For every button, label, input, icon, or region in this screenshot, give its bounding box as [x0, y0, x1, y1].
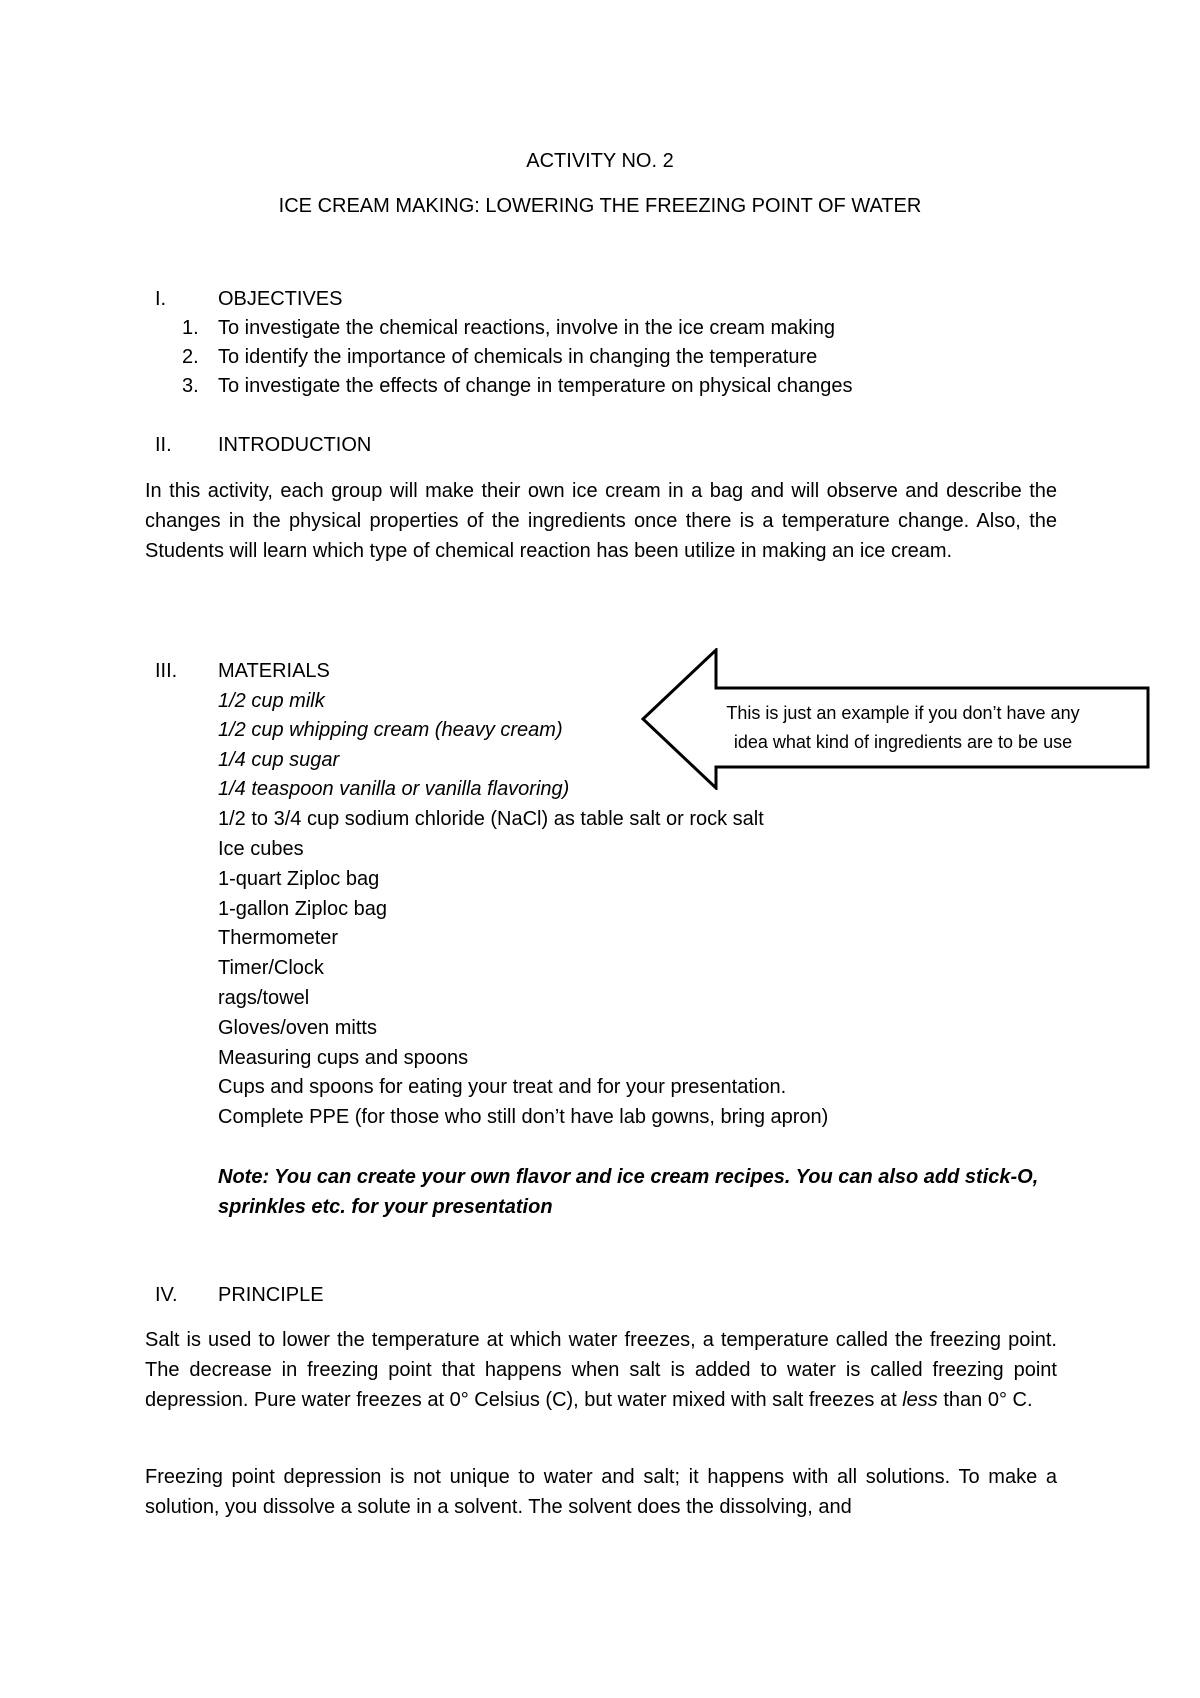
item-number: 1.: [182, 317, 199, 339]
section-number: III.: [155, 660, 178, 682]
callout-text-line: idea what kind of ingredients are to be use: [733, 732, 1073, 752]
section-number: I.: [155, 288, 167, 310]
material-item: 1/2 cup milk: [218, 690, 325, 712]
activity-number: ACTIVITY NO. 2: [526, 150, 674, 172]
section-heading: OBJECTIVES: [218, 288, 343, 310]
objective-item: [182, 346, 817, 369]
material-item: rags/towel: [218, 987, 310, 1009]
material-item: Complete PPE (for those who still don’t have lab gowns, bring apron): [218, 1106, 829, 1128]
item-number: 3.: [182, 375, 199, 397]
objective-item: [182, 317, 835, 340]
principle-text: Salt is used to lower the temperature at which water freezes, a temperature called the freezing point. The decrease in freezing point that happens when salt is added to water is called freezing point depression. Pure water freezes at 0° Celsius (C), but water mixed with salt freezes at: [145, 1329, 1057, 1411]
objective-item: [182, 375, 852, 398]
item-text: To investigate the effects of change in temperature on physical changes: [218, 375, 853, 397]
principle-emphasis: less: [902, 1389, 938, 1411]
item-text: To identify the importance of chemicals in changing the temperature: [218, 346, 818, 368]
materials-note: Note: You can create your own flavor and ice cream recipes. You can also add stick-O, sprinkles etc. for your presentation: [218, 1166, 1039, 1218]
material-item: Thermometer: [218, 927, 339, 949]
material-item: Cups and spoons for eating your treat and for your presentation.: [218, 1076, 787, 1098]
principle-paragraph: Freezing point depression is not unique to water and salt; it happens with all solutions. To make a solution, you dissolve a solute in a solvent. The solvent does the dissolving, and: [145, 1466, 1057, 1518]
introduction-paragraph: In this activity, each group will make their own ice cream in a bag and will observe and describe the changes in the physical properties of the ingredients once there is a temperature change. Also, the Students will learn which type of chemical reaction has been utilize in making an ice cream.: [145, 480, 1057, 562]
material-item: Gloves/oven mitts: [218, 1017, 377, 1039]
section-number: IV.: [155, 1284, 178, 1306]
section-objectives: [0, 288, 1200, 314]
material-item: 1-gallon Ziploc bag: [218, 898, 387, 920]
section-principle: [0, 1284, 1200, 1310]
material-item: 1/4 teaspoon vanilla or vanilla flavoring): [218, 778, 570, 800]
material-item: Timer/Clock: [218, 957, 324, 979]
material-item: 1/2 cup whipping cream (heavy cream): [218, 719, 563, 741]
material-item: Ice cubes: [218, 838, 304, 860]
material-item: 1/4 cup sugar: [218, 749, 340, 771]
document-title: ICE CREAM MAKING: LOWERING THE FREEZING POINT OF WATER: [278, 195, 922, 217]
section-heading: PRINCIPLE: [218, 1284, 324, 1306]
principle-text: than 0° C.: [937, 1389, 1033, 1411]
item-number: 2.: [182, 346, 199, 368]
section-number: II.: [155, 434, 172, 456]
section-heading: INTRODUCTION: [218, 434, 372, 456]
material-item: 1-quart Ziploc bag: [218, 868, 380, 890]
section-heading: MATERIALS: [218, 660, 330, 682]
principle-paragraph: [145, 1325, 1057, 1415]
material-item: Measuring cups and spoons: [218, 1047, 469, 1069]
section-introduction: [0, 434, 1200, 460]
material-item: 1/2 to 3/4 cup sodium chloride (NaCl) as table salt or rock salt: [218, 808, 764, 830]
callout-text-line: This is just an example if you don’t have any: [726, 703, 1080, 723]
item-text: To investigate the chemical reactions, involve in the ice cream making: [218, 317, 835, 339]
